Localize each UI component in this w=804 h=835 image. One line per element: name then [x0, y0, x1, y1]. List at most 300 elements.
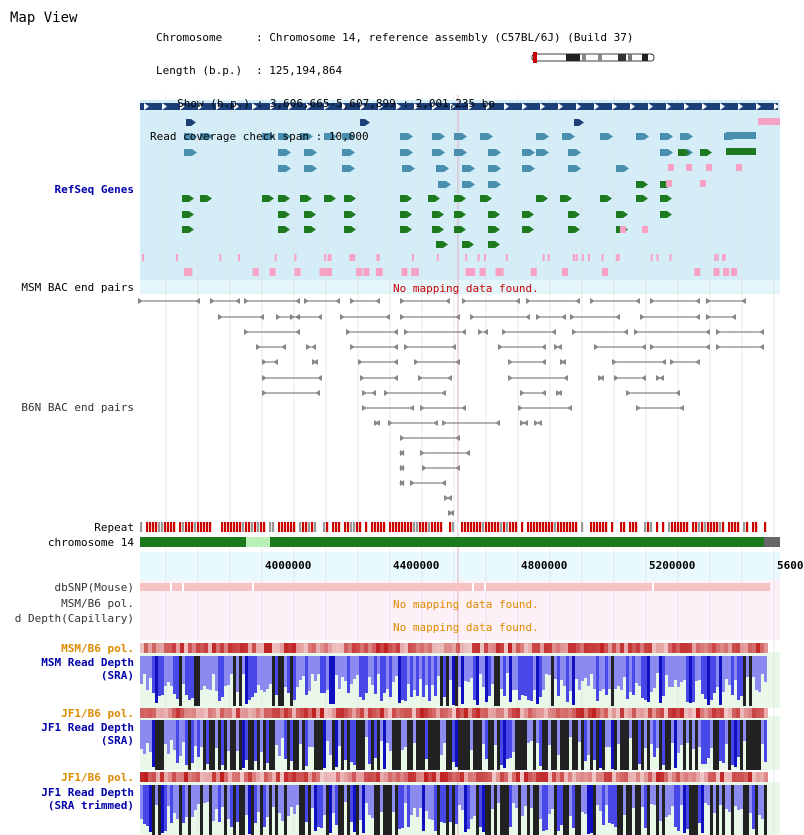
polymorphism-cell [304, 643, 308, 653]
read-depth-max-bar [302, 785, 305, 835]
polymorphism-cell [480, 772, 484, 782]
read-depth-max-bar [203, 720, 206, 770]
refseq-gene [462, 241, 469, 248]
read-depth-bar [296, 656, 299, 687]
read-depth-bar [455, 785, 458, 824]
bac-end-left [520, 390, 525, 396]
read-depth-bar [419, 656, 422, 679]
bac-end-right [295, 298, 300, 304]
read-depth-bar [470, 785, 473, 819]
bac-end-left [262, 375, 267, 381]
polymorphism-cell [148, 708, 152, 718]
repeat-mark [332, 522, 334, 532]
read-depth-bar [140, 720, 143, 749]
read-depth-bar [704, 656, 707, 699]
read-depth-bar [425, 720, 428, 759]
polymorphism-cell [592, 708, 596, 718]
polymorphism-cell [460, 772, 464, 782]
repeat-mark [647, 522, 649, 532]
track-label-jf1-b6-pol-2[interactable]: JF1/B6 pol. [61, 771, 134, 784]
read-depth-bar [701, 720, 704, 764]
repeat-mark [320, 522, 322, 532]
polymorphism-cell [332, 708, 336, 718]
bac-end-right [375, 420, 380, 426]
refseq-pink-block [668, 164, 674, 171]
read-depth-bar [644, 656, 647, 700]
read-depth-bar [170, 720, 173, 740]
polymorphism-cell [712, 643, 716, 653]
read-depth-max-bar [491, 720, 494, 770]
read-depth-max-bar [692, 785, 695, 835]
read-depth-bar [146, 785, 149, 826]
bac-end-left [670, 359, 675, 365]
refseq-gene [700, 149, 707, 156]
read-depth-bar [167, 785, 170, 806]
read-depth-max-bar [359, 720, 362, 770]
polymorphism-cell [724, 708, 728, 718]
read-depth-cap-no-data: No mapping data found. [393, 621, 539, 634]
repeat-mark [437, 522, 439, 532]
polymorphism-cell [396, 772, 400, 782]
polymorphism-cell [368, 772, 372, 782]
read-depth-bar [578, 720, 581, 742]
read-depth-bar [188, 656, 191, 700]
repeat-mark [572, 522, 574, 532]
read-depth-bar [209, 656, 212, 690]
track-label-msm-b6-pol-cap[interactable]: MSM/B6 pol. [61, 597, 134, 610]
polymorphism-cell [288, 643, 292, 653]
read-depth-max-bar [662, 785, 665, 835]
read-depth-bar [638, 720, 641, 764]
refseq-pink-block [731, 268, 737, 276]
read-depth-max-bar [209, 720, 212, 770]
polymorphism-cell [360, 643, 364, 653]
read-depth-max-bar [437, 720, 440, 770]
repeat-mark [602, 522, 604, 532]
polymorphism-cell [656, 708, 660, 718]
read-depth-bar [164, 720, 167, 744]
bac-end-right [495, 420, 500, 426]
track-label-repeat[interactable]: Repeat [94, 521, 134, 534]
polymorphism-cell [684, 708, 688, 718]
read-depth-bar [194, 785, 197, 810]
read-depth-bar [398, 785, 401, 829]
read-depth-bar [560, 785, 563, 825]
refseq-pink-tick [657, 254, 659, 261]
read-depth-bar [629, 720, 632, 738]
polymorphism-cell [628, 643, 632, 653]
track-label-jf1-b6-pol-1[interactable]: JF1/B6 pol. [61, 707, 134, 720]
refseq-pink-tick [506, 254, 508, 261]
bac-end-right [461, 329, 466, 335]
repeat-mark [491, 522, 493, 532]
read-depth-bar [215, 720, 218, 748]
read-depth-max-bar [476, 785, 479, 835]
polymorphism-cell [472, 643, 476, 653]
bac-end-right [449, 510, 454, 516]
read-depth-max-bar [161, 720, 164, 770]
info-length: Length (b.p.) : 125,194,864 [150, 65, 634, 76]
read-depth-bar [275, 656, 278, 695]
read-depth-bar [569, 656, 572, 691]
read-depth-bar [323, 785, 326, 815]
repeat-mark [746, 522, 748, 532]
read-depth-bar [482, 785, 485, 832]
read-depth-bar [203, 656, 206, 686]
polymorphism-cell [540, 643, 544, 653]
read-depth-bar [203, 785, 206, 803]
read-depth-bar [662, 656, 665, 696]
polymorphism-cell [644, 772, 648, 782]
read-depth-bar [401, 656, 404, 700]
polymorphism-cell [196, 772, 200, 782]
track-label-b6n-bac[interactable]: B6N BAC end pairs [21, 401, 134, 414]
read-depth-bar [653, 785, 656, 805]
polymorphism-cell [300, 643, 304, 653]
read-depth-bar [380, 656, 383, 701]
read-depth-bar [764, 656, 767, 682]
read-depth-bar [686, 656, 689, 702]
read-depth-max-bar [749, 656, 752, 706]
repeat-mark [206, 522, 208, 532]
polymorphism-cell [764, 643, 768, 653]
read-depth-max-bar [416, 720, 419, 770]
repeat-mark [533, 522, 535, 532]
polymorphism-cell [640, 772, 644, 782]
bac-end-left [650, 298, 655, 304]
read-depth-bar [173, 656, 176, 694]
repeat-mark [683, 522, 685, 532]
repeat-mark [488, 522, 490, 532]
refseq-gene [304, 211, 311, 218]
polymorphism-cell [588, 708, 592, 718]
refseq-gene [636, 195, 643, 202]
read-depth-bar [539, 785, 542, 819]
repeat-mark [335, 522, 337, 532]
read-depth-max-bar [473, 720, 476, 770]
repeat-mark [521, 522, 523, 532]
polymorphism-cell [380, 643, 384, 653]
read-depth-max-bar [575, 720, 578, 770]
read-depth-bar [314, 656, 317, 681]
bac-end-right [659, 375, 664, 381]
read-depth-bar [698, 720, 701, 747]
polymorphism-cell [256, 643, 260, 653]
polymorphism-cell [536, 643, 540, 653]
info-show: Show (b.p.) : 3,606,665-5,607,899 : 2,001,235 bp [150, 98, 634, 109]
bac-end-right [445, 298, 450, 304]
repeat-mark [512, 522, 514, 532]
polymorphism-cell [596, 772, 600, 782]
read-depth-bar [548, 785, 551, 814]
polymorphism-cell [716, 708, 720, 718]
track-label-msm-b6-pol[interactable]: MSM/B6 pol. [61, 642, 134, 655]
read-depth-bar [329, 720, 332, 755]
repeat-mark [146, 522, 148, 532]
polymorphism-cell [200, 643, 204, 653]
bac-end-left [508, 375, 513, 381]
bac-end-right [675, 390, 680, 396]
refseq-gene [182, 226, 189, 233]
read-depth-bar [752, 785, 755, 829]
read-depth-bar [350, 656, 353, 684]
repeat-mark [629, 522, 631, 532]
read-depth-max-bar [746, 720, 749, 770]
read-depth-max-bar [602, 720, 605, 770]
read-depth-bar [707, 720, 710, 758]
polymorphism-cell [272, 643, 276, 653]
repeat-mark [275, 522, 277, 532]
read-depth-bar [281, 720, 284, 738]
read-depth-bar [635, 656, 638, 683]
read-depth-bar [374, 656, 377, 694]
repeat-mark [605, 522, 607, 532]
polymorphism-cell [164, 708, 168, 718]
repeat-mark [737, 522, 739, 532]
repeat-mark [566, 522, 568, 532]
read-depth-max-bar [158, 785, 161, 835]
read-depth-bar [407, 785, 410, 827]
read-depth-max-bar [617, 785, 620, 835]
refseq-gene [278, 226, 285, 233]
polymorphism-cell [448, 708, 452, 718]
track-label-msm-bac[interactable]: MSM BAC end pairs [21, 281, 134, 294]
read-depth-bar [710, 720, 713, 748]
read-depth-bar [254, 656, 257, 693]
polymorphism-cell [248, 708, 252, 718]
repeat-mark [623, 522, 625, 532]
read-depth-bar [563, 656, 566, 686]
read-depth-bar [479, 656, 482, 674]
read-depth-bar [260, 720, 263, 752]
polymorphism-cell [520, 643, 524, 653]
read-depth-bar [419, 785, 422, 808]
read-depth-max-bar [527, 785, 530, 835]
polymorphism-cell [356, 643, 360, 653]
read-depth-max-bar [494, 785, 497, 835]
refseq-gene [200, 195, 207, 202]
info-show-key: Show (b.p.) [177, 97, 250, 110]
read-depth-max-bar [362, 720, 365, 770]
polymorphism-cell [192, 708, 196, 718]
repeat-mark [314, 522, 316, 532]
polymorphism-cell [576, 708, 580, 718]
read-depth-max-bar [590, 720, 593, 770]
repeat-mark [671, 522, 673, 532]
polymorphism-cell [208, 643, 212, 653]
read-depth-bar [350, 785, 353, 822]
read-depth-bar [503, 656, 506, 696]
bac-end-right [623, 329, 628, 335]
repeat-mark [641, 522, 643, 532]
repeat-mark [281, 522, 283, 532]
bac-end-left [346, 329, 351, 335]
read-depth-bar [338, 720, 341, 746]
bac-end-left [572, 329, 577, 335]
repeat-mark [149, 522, 151, 532]
bac-end-right [259, 314, 264, 320]
polymorphism-cell [688, 643, 692, 653]
repeat-mark [374, 522, 376, 532]
read-depth-bar [713, 785, 716, 813]
read-depth-bar [515, 656, 518, 690]
repeat-mark [743, 522, 745, 532]
read-depth-max-bar [749, 720, 752, 770]
polymorphism-cell [388, 643, 392, 653]
track-label-refseq[interactable]: RefSeq Genes [54, 183, 134, 196]
polymorphism-cell [152, 772, 156, 782]
polymorphism-cell [484, 708, 488, 718]
repeat-mark [407, 522, 409, 532]
read-depth-max-bar [728, 720, 731, 770]
read-depth-bar [404, 656, 407, 701]
track-label-msm-read-depth[interactable]: MSM Read Depth [41, 656, 134, 669]
repeat-mark [698, 522, 700, 532]
read-depth-max-bar [371, 720, 374, 770]
track-label-read-depth-cap[interactable]: d Depth(Capillary) [14, 612, 134, 625]
polymorphism-cell [756, 643, 760, 653]
read-depth-bar [215, 785, 218, 809]
polymorphism-cell [312, 708, 316, 718]
repeat-mark [608, 522, 610, 532]
bac-end-left [384, 390, 389, 396]
read-depth-bar [509, 656, 512, 702]
read-depth-max-bar [230, 720, 233, 770]
read-depth-max-bar [506, 785, 509, 835]
polymorphism-cell [740, 772, 744, 782]
refseq-gene [560, 195, 567, 202]
read-depth-max-bar [422, 720, 425, 770]
polymorphism-cell [216, 643, 220, 653]
polymorphism-cell [404, 708, 408, 718]
read-depth-bar [281, 785, 284, 821]
read-depth-max-bar [752, 720, 755, 770]
read-depth-bar [167, 720, 170, 754]
refseq-gene [454, 195, 461, 202]
refseq-gene [616, 211, 623, 218]
read-depth-max-bar [683, 720, 686, 770]
read-depth-bar [407, 656, 410, 684]
refseq-gene [616, 165, 624, 172]
polymorphism-cell [672, 708, 676, 718]
read-depth-bar [275, 720, 278, 745]
msm-b6-pol-cap-no-data: No mapping data found. [393, 598, 539, 611]
repeat-mark [593, 522, 595, 532]
read-depth-max-bar [551, 720, 554, 770]
read-depth-bar [287, 656, 290, 693]
read-depth-bar [683, 785, 686, 833]
read-depth-max-bar [755, 785, 758, 835]
read-depth-max-bar [209, 785, 212, 835]
polymorphism-cell [424, 708, 428, 718]
read-depth-max-bar [485, 785, 488, 835]
refseq-gene [536, 195, 543, 202]
refseq-pink-block [700, 180, 706, 187]
read-depth-bar [401, 785, 404, 828]
repeat-mark [257, 522, 259, 532]
dbsnp-gap [472, 583, 474, 591]
read-depth-bar [641, 785, 644, 807]
polymorphism-cell [696, 708, 700, 718]
repeat-mark [419, 522, 421, 532]
repeat-mark [224, 522, 226, 532]
polymorphism-cell [428, 643, 432, 653]
repeat-mark [425, 522, 427, 532]
read-depth-bar [440, 720, 443, 755]
polymorphism-cell [228, 708, 232, 718]
refseq-pink-tick [238, 254, 240, 261]
polymorphism-cell [236, 708, 240, 718]
read-depth-bar [152, 720, 155, 767]
read-depth-bar [380, 720, 383, 741]
read-depth-bar [659, 656, 662, 703]
repeat-mark [653, 522, 655, 532]
read-depth-bar [200, 720, 203, 747]
repeat-mark [365, 522, 367, 532]
repeat-mark [503, 522, 505, 532]
refseq-pink-block [363, 268, 369, 276]
page-title: Map View [10, 10, 78, 26]
bac-end-right [441, 390, 446, 396]
bac-end-left [508, 359, 513, 365]
repeat-mark [614, 522, 616, 532]
repeat-mark [173, 522, 175, 532]
read-depth-bar [512, 720, 515, 752]
polymorphism-cell [200, 772, 204, 782]
polymorphism-cell [164, 772, 168, 782]
read-depth-bar [674, 785, 677, 827]
read-depth-bar [365, 720, 368, 737]
polymorphism-cell [588, 643, 592, 653]
polymorphism-cell [760, 643, 764, 653]
refseq-gene [568, 226, 575, 233]
polymorphism-cell [672, 772, 676, 782]
read-depth-bar [326, 656, 329, 690]
read-depth-bar [302, 656, 305, 676]
read-depth-bar [491, 656, 494, 684]
polymorphism-cell [664, 708, 668, 718]
polymorphism-cell [584, 772, 588, 782]
read-depth-bar [422, 656, 425, 697]
repeat-mark [524, 522, 526, 532]
bac-end-left [650, 344, 655, 350]
repeat-mark [233, 522, 235, 532]
read-depth-bar [692, 720, 695, 749]
polymorphism-cell [712, 708, 716, 718]
polymorphism-cell [260, 772, 264, 782]
refseq-gene [436, 165, 444, 172]
refseq-pink-tick [330, 254, 332, 261]
polymorphism-cell [448, 643, 452, 653]
read-depth-max-bar [710, 785, 713, 835]
refseq-pink-tick [275, 254, 277, 261]
polymorphism-cell [264, 643, 268, 653]
polymorphism-cell [372, 772, 376, 782]
read-depth-max-bar [332, 720, 335, 770]
track-label-dbsnp[interactable]: dbSNP(Mouse) [54, 581, 134, 594]
track-label-jf1-read-depth[interactable]: JF1 Read Depth [41, 721, 134, 734]
polymorphism-cell [596, 708, 600, 718]
info-chromosome-value: Chromosome 14, reference assembly (C57BL/6J) (Build 37) [269, 31, 634, 44]
refseq-pink-block [723, 268, 729, 276]
polymorphism-cell [524, 708, 528, 718]
read-depth-bar [761, 720, 764, 744]
track-label-jf1-read-depth-trim[interactable]: JF1 Read Depth [41, 786, 134, 799]
read-depth-max-bar [317, 720, 320, 770]
polymorphism-cell [172, 772, 176, 782]
track-label-chromosome[interactable]: chromosome 14 [47, 536, 134, 549]
polymorphism-cell [440, 708, 444, 718]
